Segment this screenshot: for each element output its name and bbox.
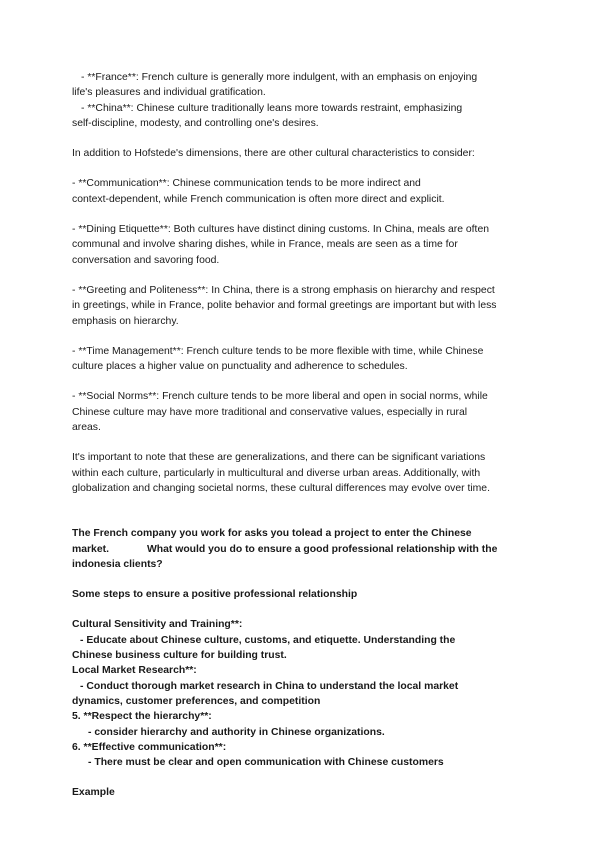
steps-heading: Some steps to ensure a positive professional relationship (72, 589, 358, 601)
question-line2-market: market. (72, 543, 109, 555)
characteristic-line: Chinese culture may have more traditional and conservative values, especially in rural (72, 406, 468, 418)
step-comm-line: - There must be clear and open communication with Chinese customers (88, 757, 444, 769)
characteristic-line: areas. (72, 422, 101, 434)
step-cultural-line1: - Educate about Chinese culture, customs, and etiquette. Understanding the (80, 634, 456, 646)
step-comm-heading: 6. **Effective communication**: (72, 741, 227, 753)
characteristic-line: emphasis on hierarchy. (72, 315, 179, 327)
conclusion-paragraph (72, 450, 532, 496)
document-page (72, 70, 532, 801)
intro-item-china (72, 101, 532, 132)
question-line2 (72, 542, 532, 557)
conclusion-line: within each culture, particularly in multicultural and diverse urban areas. Additionally, with (72, 467, 481, 479)
characteristic-line: communal and involve sharing dishes, while in France, meals are seen as a time for (72, 239, 458, 251)
characteristic-time-management (72, 344, 532, 375)
intro-item-france (72, 70, 532, 101)
example-heading: Example (72, 787, 115, 799)
intro-china-line2: self-discipline, modesty, and controlling one's desires. (72, 117, 319, 129)
characteristic-line: conversation and savoring food. (72, 254, 220, 266)
step-cultural-heading: Cultural Sensitivity and Training**: (72, 619, 243, 631)
step-cultural-line2: Chinese business culture for building trust. (72, 650, 287, 662)
characteristic-line: - **Dining Etiquette**: Both cultures have distinct dining customs. In China, meals are often (72, 224, 490, 236)
intro-france-line1: - **France**: French culture is generally more indulgent, with an emphasis on enjoying (81, 72, 478, 83)
project-question (72, 526, 532, 572)
characteristic-line: culture places a higher value on punctuality and adherence to schedules. (72, 361, 408, 373)
step-market-line2: dynamics, customer preferences, and competition (72, 695, 321, 707)
additional-characteristics-intro: In addition to Hofstede's dimensions, there are other cultural characteristics to consider: (72, 148, 475, 160)
characteristic-greeting-politeness (72, 283, 532, 329)
question-line3: indonesia clients? (72, 558, 163, 570)
step-respect-line: - consider hierarchy and authority in Chinese organizations. (88, 726, 385, 738)
steps-list (72, 617, 532, 770)
characteristic-social-norms (72, 389, 532, 435)
conclusion-line: It's important to note that these are generalizations, and there can be significant variations (72, 452, 486, 464)
conclusion-line: globalization and changing societal norms, these cultural differences may evolve over time. (72, 482, 490, 494)
intro-china-line1: - **China**: Chinese culture traditionally leans more towards restraint, emphasizing (81, 102, 463, 114)
characteristic-line: in greetings, while in France, polite behavior and formal greetings are important but with less (72, 300, 497, 312)
characteristic-line: context-dependent, while French communication is often more direct and explicit. (72, 193, 445, 205)
step-respect-heading: 5. **Respect the hierarchy**: (72, 711, 212, 723)
characteristic-line: - **Greeting and Politeness**: In China, there is a strong emphasis on hierarchy and respect (72, 284, 495, 296)
characteristic-line: - **Social Norms**: French culture tends to be more liberal and open in social norms, while (72, 391, 488, 403)
step-market-line1: - Conduct thorough market research in China to understand the local market (80, 680, 459, 692)
intro-france-line2: life's pleasures and individual gratification. (72, 87, 266, 99)
characteristic-line: - **Time Management**: French culture tends to be more flexible with time, while Chinese (72, 345, 484, 357)
question-line2-text: What would you do to ensure a good professional relationship with the (146, 543, 498, 555)
characteristic-communication (72, 176, 532, 207)
characteristic-dining-etiquette (72, 222, 532, 268)
characteristic-line: - **Communication**: Chinese communication tends to be more indirect and (72, 178, 421, 190)
question-line1: The French company you work for asks you tolead a project to enter the Chinese (72, 528, 472, 540)
step-market-heading: Local Market Research**: (72, 665, 197, 677)
